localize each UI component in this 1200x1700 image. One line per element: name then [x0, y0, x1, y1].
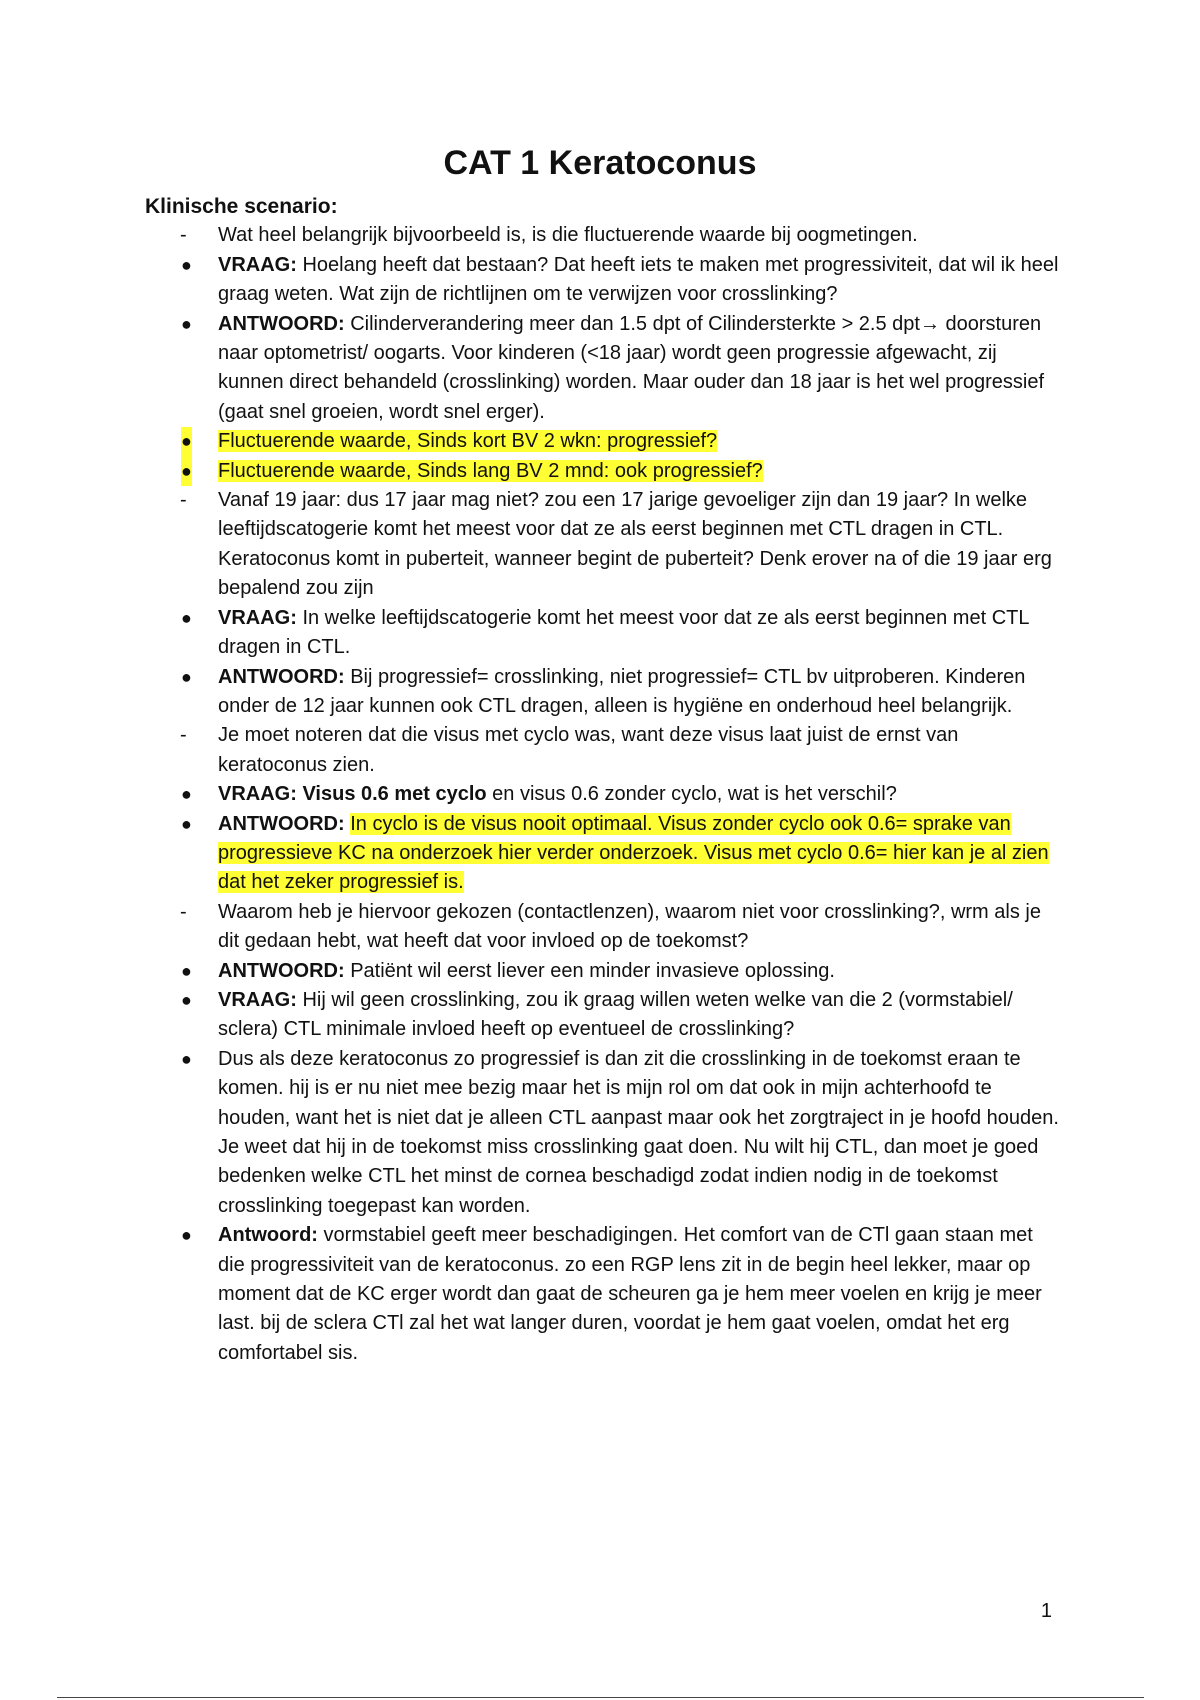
dash-item-text: Wat heel belangrijk bijvoorbeeld is, is die fluctuerende waarde bij oogmetingen.	[218, 224, 918, 247]
note-text: Dus als deze keratoconus zo progressief is dan zit die crosslinking in de toekomst eraan te komen. hij is er nu niet mee bezig maar het is mijn rol om dat ook in mijn achterhoofd te houden, want het is niet dat je alleen CTL aanpast maar ook het zorgtraject in je hoofd houden. Je weet dat hij in de toekomst miss crosslinking gaat doen. Nu wilt hij CTL, dan moet je goed bedenken welke CTL het minst de cornea beschadigd zodat indien nodig in de toekomst crosslinking toegepast kan worden.	[218, 1047, 1059, 1217]
question-label: VRAAG: Visus 0.6 met cyclo	[218, 783, 487, 806]
question-label: VRAAG:	[218, 988, 297, 1011]
dash-item-text: Waarom heb je hiervoor gekozen (contactlenzen), waarom niet voor crosslinking?, wrm als je dit gedaan hebt, wat heeft dat voor invloed op de toekomst?	[218, 900, 1041, 953]
bullet-icon: ●	[181, 607, 192, 628]
bullet-list	[145, 780, 1065, 898]
page-divider	[57, 1697, 1144, 1698]
dash-item-text: Vanaf 19 jaar: dus 17 jaar mag niet? zou een 17 jarige gevoeliger zijn dan 19 jaar? In welke leeftijdscatogerie komt het meest voor dat ze als eerst beginnen met CTL dragen in CTL. Keratoconus komt in puberteit, wanneer begint de puberteit? Denk erover na of die 19 jaar erg bepalend zou zijn	[218, 489, 1052, 600]
list-item	[145, 986, 1065, 1045]
bullet-list	[145, 604, 1065, 722]
list-item	[145, 604, 1065, 663]
list-item	[145, 957, 1065, 986]
page-number: 1	[1040, 1600, 1052, 1622]
answer-text: Patiënt wil eerst liever een minder invasieve oplossing.	[344, 959, 835, 982]
answer-label: Antwoord:	[218, 1224, 318, 1247]
list-item	[145, 251, 1065, 310]
question-label: VRAAG:	[218, 253, 297, 276]
bullet-icon: ●	[181, 1048, 192, 1069]
dash-marker: -	[180, 900, 187, 923]
highlighted-text: Fluctuerende waarde, Sinds lang BV 2 mnd: ook progressief?	[218, 459, 763, 482]
bullet-icon: ●	[181, 427, 192, 456]
bullet-icon: ●	[181, 784, 192, 805]
bullet-icon: ●	[181, 254, 192, 275]
question-label: VRAAG:	[218, 606, 297, 629]
dash-item-visus-cyclo	[145, 721, 1065, 780]
answer-label: ANTWOORD:	[218, 959, 345, 982]
dash-marker: -	[180, 224, 187, 247]
bullet-list	[145, 957, 1065, 1369]
answer-text: Bij progressief= crosslinking, niet progressief= CTL bv uitproberen. Kinderen onder de 12 jaar kunnen ook CTL dragen, alleen is hygiëne en onderhoud heel belangrijk.	[218, 665, 1026, 717]
question-text: en visus 0.6 zonder cyclo, wat is het verschil?	[486, 783, 897, 806]
list-item	[145, 1045, 1065, 1221]
section-heading: Klinische scenario:	[145, 195, 338, 218]
list-item	[145, 1221, 1065, 1368]
list-item	[145, 810, 1065, 898]
question-text: In welke leeftijdscatogerie komt het meest voor dat ze als eerst beginnen met CTL dragen in CTL.	[218, 606, 1029, 659]
bullet-list	[145, 251, 1065, 486]
document-body	[145, 192, 1065, 1368]
answer-label: ANTWOORD:	[218, 312, 345, 335]
question-text: Hij wil geen crosslinking, zou ik graag willen weten welke van die 2 (vormstabiel/ sclera) CTL minimale invloed heeft op eventueel de crosslinking?	[218, 988, 1013, 1041]
bullet-icon: ●	[181, 813, 192, 834]
bullet-icon: ●	[181, 457, 192, 486]
page-title: CAT 1 Keratoconus	[443, 144, 757, 182]
bullet-icon: ●	[181, 666, 192, 687]
dash-marker: -	[180, 724, 187, 747]
bullet-icon: ●	[181, 989, 192, 1010]
list-item	[145, 427, 1065, 456]
list-item	[145, 310, 1065, 428]
bullet-icon: ●	[181, 313, 192, 334]
list-item	[145, 457, 1065, 486]
question-text: Hoelang heeft dat bestaan? Dat heeft iets te maken met progressiviteit, dat wil ik heel graag weten. Wat zijn de richtlijnen om te verwijzen voor crosslinking?	[218, 253, 1059, 306]
bullet-icon: ●	[181, 1225, 192, 1246]
answer-label: ANTWOORD:	[218, 665, 345, 688]
dash-marker: -	[180, 489, 187, 512]
list-item	[145, 780, 1065, 809]
highlighted-text: In cyclo is de visus nooit optimaal. Visus zonder cyclo ook 0.6= sprake van progressieve KC na onderzoek hier verder onderzoek. Visus met cyclo 0.6= hier kan je al zien dat het zeker progressief is.	[218, 812, 1049, 894]
dash-item-text: Je moet noteren dat die visus met cyclo was, want deze visus laat juist de ernst van keratoconus zien.	[218, 724, 959, 776]
dash-item-fluctuating-value	[145, 221, 1065, 250]
dash-item-contact-lenses	[145, 898, 1065, 957]
bullet-icon: ●	[181, 960, 192, 981]
list-item	[145, 663, 1065, 722]
dash-item-age-19	[145, 486, 1065, 604]
highlighted-text: Fluctuerende waarde, Sinds kort BV 2 wkn: progressief?	[218, 430, 718, 453]
answer-label: ANTWOORD:	[218, 812, 345, 835]
answer-text: vormstabiel geeft meer beschadigingen. Het comfort van de CTl gaan staan met die progressiviteit van de keratoconus. zo een RGP lens zit in de begin heel lekker, maar op moment dat de KC erger wordt dan gaat de scheuren ga je hem meer voelen en krijg je meer last. bij de sclera CTl zal het wat langer duren, voordat je hem gaat voelen, omdat het erg comfortabel sis.	[218, 1224, 1042, 1364]
answer-text: Cilinderverandering meer dan 1.5 dpt of Cilindersterkte > 2.5 dpt→ doorsturen naar optometrist/ oogarts. Voor kinderen (<18 jaar) wordt geen progressie afgewacht, zij kunnen direct behandeld (crosslinking) worden. Maar ouder dan 18 jaar is het wel progressief (gaat snel groeien, wordt snel erger).	[218, 312, 1045, 423]
